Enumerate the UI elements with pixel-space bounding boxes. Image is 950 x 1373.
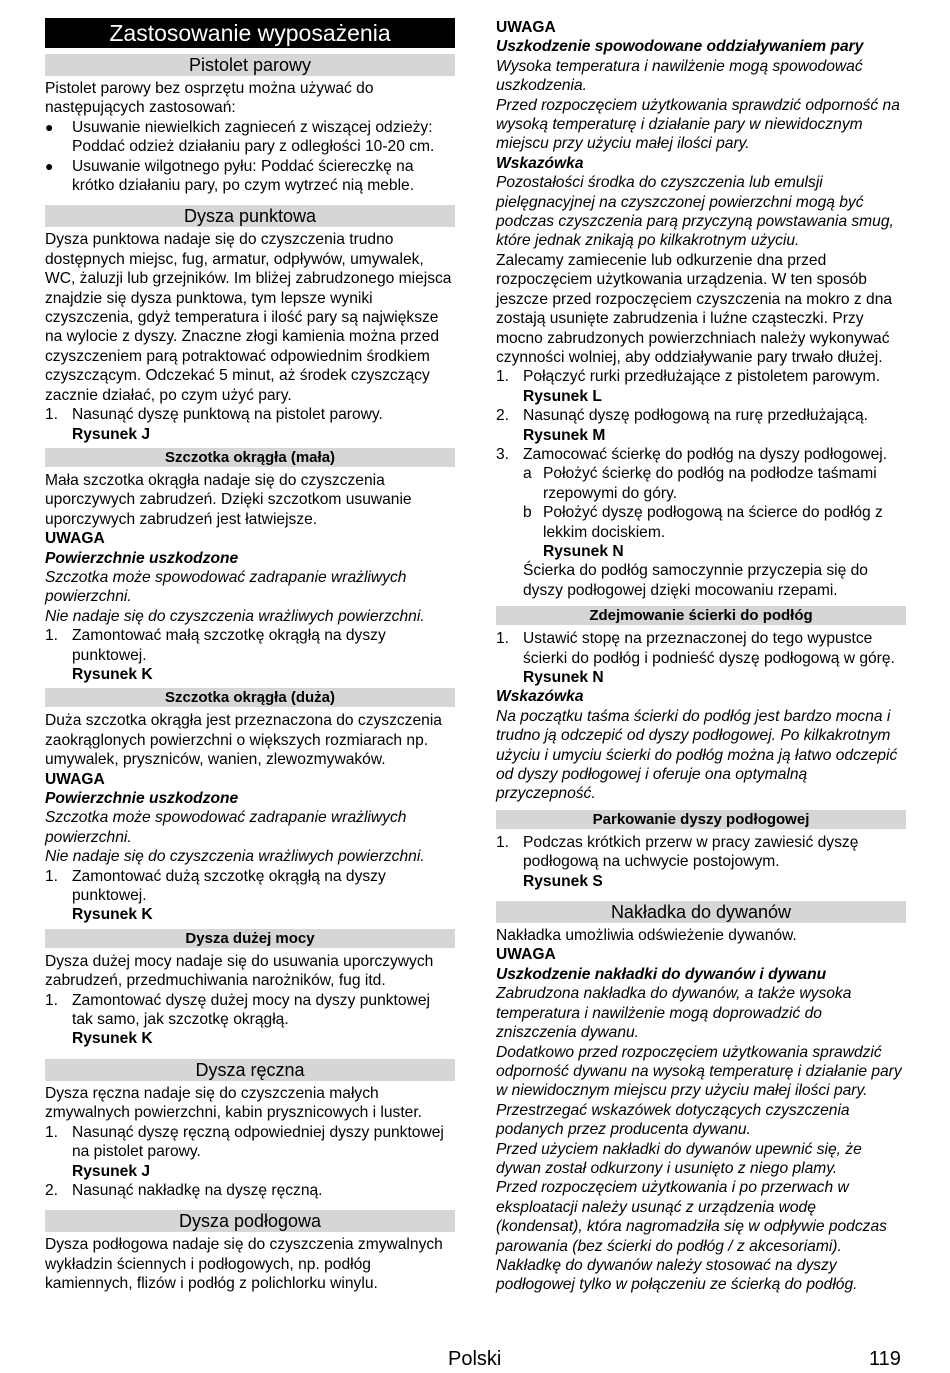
warning-title: Uszkodzenie spowodowane oddziaływaniem pary	[496, 38, 864, 56]
step-text: Nasunąć dyszę punktową na pistolet parowy.	[72, 406, 383, 424]
warning-text: Przed rozpoczęciem użytkowania sprawdzić odporność na wysoką temperaturę i działanie pary w niewidocznym miejscu przy użyciu małej ilości pary.	[496, 96, 900, 153]
step-item	[496, 445, 906, 464]
figure-ref: Rysunek J	[72, 1162, 151, 1180]
step-item	[496, 367, 906, 386]
floor-text: Zalecamy zamiecenie lub odkurzenie dna przed rozpoczęciem użytkowania urządzenia. W ten sposób jeszcze przed rozpoczęciem czyszczenia na mokro z dna zostają usunięte zabrudzenia i luźne cząsteczki. Przy mocno zabrudzonych powierzchniach należy wykonywać czynności wolniej, aby oddziaływanie pary trwało dłużej.	[496, 251, 893, 366]
step-number: 2.	[496, 407, 510, 425]
step-item	[496, 833, 906, 872]
warning-text: Przed użyciem nakładki do dywanów upewnić się, że dywan został odkurzony i usunięto z niego plamy.	[496, 1140, 862, 1177]
pistolet-intro: Pistolet parowy bez osprzętu można używać do następujących zastosowań:	[45, 80, 374, 117]
figure-ref: Rysunek N	[543, 542, 624, 560]
step-text: Zamontować dużą szczotkę okrągłą na dyszy punktowej.	[72, 867, 386, 905]
bullet-text: Usuwanie niewielkich zagnieceń z wiszącej odzieży: Poddać odzież działaniu pary z odległości 10-20 cm.	[72, 118, 435, 156]
step-text: Połączyć rurki przedłużające z pistoletem parowym.	[523, 368, 881, 386]
heading-pistolet: Pistolet parowy	[45, 54, 455, 76]
podlogowa-text: Dysza podłogowa nadaje się do czyszczenia zmywalnych wykładzin ściennych i podłogowych, np. podłóg kamiennych, flizów i podłóg z polichlorku winylu.	[45, 1236, 443, 1293]
step-item	[45, 1123, 455, 1162]
substep-text: Położyć dyszę podłogową na ścierce do podłóg z lekkim dociskiem.	[543, 504, 883, 541]
step-text: Ustawić stopę na przeznaczonej do tego wypustce ścierki do podłóg i podnieść dyszę podłogową w górę.	[523, 630, 895, 667]
step-number: 3.	[496, 445, 510, 463]
warning-text: Nie nadaje się do czyszczenia wrażliwych powierzchni.	[45, 848, 425, 866]
step-item	[45, 867, 455, 906]
step-item	[496, 629, 906, 668]
step-item	[45, 626, 455, 665]
reczna-text: Dysza ręczna nadaje się do czyszczenia małych zmywalnych powierzchni, kabin prysznicowych i luster.	[45, 1084, 422, 1122]
warning-text: Przestrzegać wskazówek dotyczących czyszczenia podanych przez producenta dywanu.	[496, 1101, 850, 1139]
heading-zdejmowanie: Zdejmowanie ścierki do podłóg	[496, 606, 906, 625]
hint-text: Pozostałości środka do czyszczenia lub emulsji pielęgnacyjnej na czyszczonej powierzchni mogą być podczas czyszczenia parą przyczyną powstawania smug, które jednak znikają po kilkakrotnym użyciu.	[496, 174, 894, 250]
step-number: 1.	[45, 627, 59, 645]
step-text: Zamocować ścierkę do podłóg na dyszy podłogowej.	[523, 445, 888, 463]
page-number: 119	[869, 1348, 901, 1370]
figure-ref: Rysunek M	[523, 426, 606, 444]
heading-parkowanie: Parkowanie dyszy podłogowej	[496, 810, 906, 829]
step-number: 1.	[496, 833, 510, 851]
heading-reczna: Dysza ręczna	[45, 1059, 455, 1081]
step-text: Nasunąć nakładkę na dyszę ręczną.	[72, 1181, 323, 1199]
warning-label: UWAGA	[45, 530, 105, 548]
punktowa-text: Dysza punktowa nadaje się do czyszczenia trudno dostępnych miejsc, fug, armatur, odpływów, umywalek, WC, żaluzji lub grzejników. Im bliżej zabrudzonego miejsca znajdzie się dysza punktowa, tym lepsze wyniki czyszczenia, gdyż temperatura i ilość pary są największe na wylocie z dyszy. Znaczne złogi kamienia można przed czyszczeniem parą potraktować odpowiednim środkiem czyszczącym. Odczekać 5 minut, aż środek czyszczący zacznie działać, po czym użyć pary.	[45, 231, 452, 404]
step-number: 1.	[45, 406, 59, 424]
warning-text: Zabrudzona nakładka do dywanów, a także wysoka temperatura i nawilżenie mogą doprowadzić do zniszczenia dywanu.	[496, 985, 852, 1042]
figure-ref: Rysunek S	[523, 872, 603, 890]
figure-ref: Rysunek N	[523, 669, 604, 686]
bullet-item	[45, 157, 455, 196]
step-number: 1.	[45, 991, 59, 1009]
warning-text: Szczotka może spowodować zadrapanie wrażliwych powierzchni.	[45, 568, 407, 606]
substep-item	[496, 464, 906, 503]
step-item	[45, 1181, 455, 1200]
warning-text: Przed rozpoczęciem użytkowania i po przerwach w eksploatacji należy usunąć z urządzenia wodę (kondensat), która nagromadziła się w odpływie podczas parowania (bez ścierki do podłóg / z akcesoriami).	[496, 1179, 887, 1255]
szczotka-mala-text: Mała szczotka okrągła nadaje się do czyszczenia uporczywych zabrudzeń. Dzięki szczotkom usuwanie uporczywych zabrudzeń jest łatwiejsze.	[45, 471, 412, 528]
step-text: Nasunąć dyszę podłogową na rurę przedłużającą.	[523, 407, 869, 425]
bullet-icon: ●	[45, 118, 54, 135]
warning-title: Powierzchnie uszkodzone	[45, 549, 239, 567]
right-column	[496, 18, 906, 1295]
bullet-icon: ●	[45, 157, 54, 174]
warning-title: Uszkodzenie nakładki do dywanów i dywanu	[496, 965, 827, 983]
bullet-text: Usuwanie wilgotnego pyłu: Poddać ściereczkę na krótko działaniu pary, po czym wytrzeć nią meble.	[72, 157, 415, 195]
heading-podlogowa: Dysza podłogowa	[45, 1210, 455, 1232]
footer-language: Polski	[448, 1348, 502, 1370]
step-text: Zamontować dyszę dużej mocy na dyszy punktowej tak samo, jak szczotkę okrągłą.	[72, 991, 430, 1029]
warning-title: Powierzchnie uszkodzone	[45, 790, 239, 807]
heading-szczotka-mala: Szczotka okrągła (mała)	[45, 448, 455, 467]
page-title: Zastosowanie wyposażenia	[45, 18, 455, 48]
warning-text: Szczotka może spowodować zadrapanie wrażliwych powierzchni.	[45, 809, 407, 846]
step-item	[45, 991, 455, 1030]
substep-item	[496, 503, 906, 542]
step-item	[496, 406, 906, 425]
bullet-item	[45, 118, 455, 157]
figure-ref: Rysunek J	[72, 425, 151, 443]
step-text: Nasunąć dyszę ręczną odpowiedniej dyszy punktowej na pistolet parowy.	[72, 1123, 444, 1161]
hint-label: Wskazówka	[496, 154, 584, 172]
duza-moc-text: Dysza dużej mocy nadaje się do usuwania uporczywych zabrudzeń, przedmuchiwania narożników, fug itd.	[45, 952, 434, 990]
step-number: 2.	[45, 1181, 59, 1199]
step-note: Ścierka do podłóg samoczynnie przyczepia się do dyszy podłogowej dzięki mocowaniu rzepami.	[523, 562, 868, 599]
step-item	[45, 405, 455, 424]
warning-text: Nie nadaje się do czyszczenia wrażliwych powierzchni.	[45, 607, 425, 625]
warning-label: UWAGA	[45, 770, 105, 788]
step-text: Podczas krótkich przerw w pracy zawiesić dyszę podłogową na uchwycie postojowym.	[523, 833, 859, 871]
substep-marker: a	[523, 465, 532, 483]
warning-text: Nakładkę do dywanów należy stosować na dyszy podłogowej tylko w połączeniu ze ścierką do podłóg.	[496, 1256, 858, 1294]
step-number: 1.	[45, 1123, 59, 1141]
hint-text: Na początku taśma ścierki do podłóg jest bardzo mocna i trudno ją odczepić od dyszy podłogowej. Po kilkakrotnym użyciu i umyciu ścierki do podłóg można ją łatwo odczepić od dyszy podłogowej i oferuje ona optymalną przyczepność.	[496, 707, 898, 803]
step-number: 1.	[45, 867, 59, 885]
heading-punktowa: Dysza punktowa	[45, 205, 455, 227]
figure-ref: Rysunek K	[72, 906, 153, 924]
heading-duza-moc: Dysza dużej mocy	[45, 929, 455, 948]
figure-ref: Rysunek K	[72, 665, 153, 683]
figure-ref: Rysunek L	[523, 387, 602, 405]
substep-text: Położyć ścierkę do podłóg na podłodze taśmami rzepowymi do góry.	[543, 465, 877, 502]
step-number: 1.	[496, 630, 510, 648]
warning-label: UWAGA	[496, 19, 556, 36]
figure-ref: Rysunek K	[72, 1030, 153, 1048]
substep-marker: b	[523, 504, 532, 522]
step-number: 1.	[496, 368, 510, 386]
dywany-text: Nakładka umożliwia odświeżenie dywanów.	[496, 927, 797, 945]
warning-label: UWAGA	[496, 946, 556, 964]
warning-text: Dodatkowo przed rozpoczęciem użytkowania sprawdzić odporność dywanu na wysoką temperaturę i działanie pary w niewidocznym miejscu przy użyciu małej ilości pary.	[496, 1043, 902, 1100]
warning-text: Wysoka temperatura i nawilżenie mogą spowodować uszkodzenia.	[496, 57, 863, 95]
heading-dywany: Nakładka do dywanów	[496, 901, 906, 923]
hint-label: Wskazówka	[496, 688, 584, 706]
left-column	[45, 18, 455, 1294]
szczotka-duza-text: Duża szczotka okrągła jest przeznaczona do czyszczenia zaokrąglonych powierzchni o większych rozmiarach np. umywalek, pryszniców, wanien, zlewozmywaków.	[45, 712, 442, 769]
heading-szczotka-duza: Szczotka okrągła (duża)	[45, 688, 455, 707]
step-text: Zamontować małą szczotkę okrągłą na dyszy punktowej.	[72, 627, 386, 664]
